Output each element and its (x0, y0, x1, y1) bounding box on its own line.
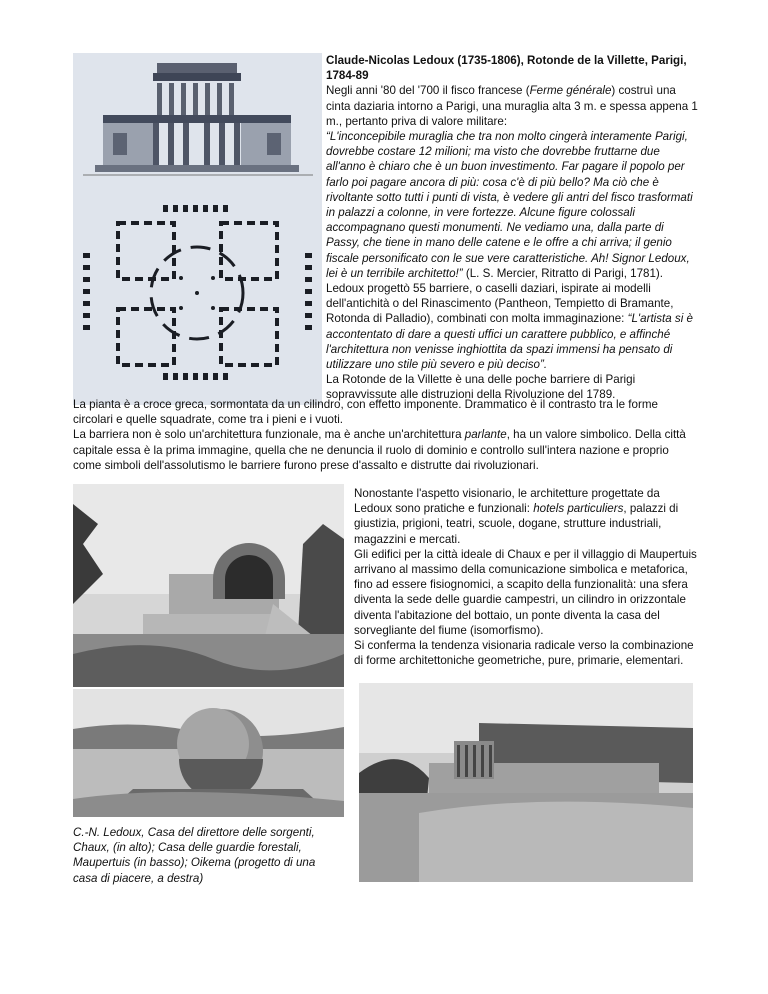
section1-p2: Ledoux progettò 55 barriere, o caselli daziari, ispirate ai modelli dell'antichità o del Rinascimento (Pantheon, Tempietto di Bramante, Rotonda di Palladio), combinati con molta immaginazione: “L'artista si è accontentato di dare a questi uffici un carattere pubblico, e affinché l'architettura non venisse inghiottita da spazi immensi ha pensato di utilizzare uno stile più severo e più deciso”. (326, 282, 693, 372)
quote-source: (L. S. Mercier, Ritratto di Parigi, 1781). (462, 266, 664, 280)
section1-p5: La barriera non è solo un'architettura funzionale, ma è anche un'architettura parlante, ha un valore simbolico. Della città capitale essa è la prima immagine, quella che ne denuncia il ruolo di dominio e controllo sull'intera nazione e proprio come simboli dell'assolutismo le barriere furono prese d'assalto e distrutte dai rivoluzionari. (73, 428, 686, 472)
section2-text-block (354, 486, 699, 668)
section2-p1: Nonostante l'aspetto visionario, le architetture progettate da Ledoux sono pratiche e funzionali: hotels particuliers, palazzi di giustizia, prigioni, teatri, scuole, dogane, strutture industriali, magazzini e mercati. (354, 487, 679, 546)
mercier-quote: “L'inconcepibile muraglia che tra non molto cingerà interamente Parigi, dovrebbe costare 12 milioni; ma visto che dovrebbe fruttarne due all'anno è chiaro che è un buon investimento. Far pagare il popolo per farlo poi pagare ancora di più: cosa c'è di più bello? Ma ciò che è rivoltante sotto tutti i punti di vista, è vedere gli antri del fisco trasformati in palazzi a colonne, in vere fortezze. Alcune figure colossali accompagnano questi monumenti. Ne vediamo una, dalla parte di Passy, che tiene in mano delle catene e le offre a chi arriva; il genio fiscale personificato con le sue vere caratteristiche. Ah! Signor Ledoux, lei è un terribile architetto!” (326, 130, 693, 280)
figure-caption: C.-N. Ledoux, Casa del direttore delle sorgenti, Chaux, (in alto); Casa delle guardie forestali, Maupertuis (in basso); Oikema (progetto di una casa di piacere, a destra) (73, 826, 316, 885)
rotonde-elevation-plan-image (73, 53, 322, 405)
casa-direttore-sorgenti-image (73, 484, 344, 687)
section1-p3: La Rotonde de la Villette è una delle poche barriere di Parigi sopravvissute alle distruzioni della Rivoluzione del 1789. (326, 373, 636, 402)
section2-p3: Si conferma la tendenza visionaria radicale verso la combinazione di forme architettoniche geometriche, pure, primarie, elementari. (354, 639, 694, 668)
section1-p4: La pianta è a croce greca, sormontata da un cilindro, con effetto imponente. Drammatico è il contrasto tra le forme circolari e quelle squadrate, come tra i pieni e i vuoti. (73, 398, 658, 427)
section2-p2: Gli edifici per la città ideale di Chaux e per il villaggio di Maupertuis arrivano al massimo della comunicazione simbolica e metaforica, fino ad essere fisiognomici, a scapito della funzionalità: una sfera diventa la sede delle guardie campestri, un cilindro in orizzontale diventa l'abitazione del bottaio, un ponte diventa la casa del sorvegliante del fiume (isomorfismo). (354, 547, 697, 637)
section1-p1: Negli anni '80 del '700 il fisco francese (Ferme générale) costruì una cinta daziaria intorno a Parigi, una muraglia alta 3 m. e spessa appena 1 m., pertanto priva di valore militare: (326, 84, 698, 128)
casa-guardie-forestali-image (73, 689, 344, 817)
section1-text-block (326, 53, 698, 403)
section1-full-width-text (73, 397, 699, 473)
oikema-image (359, 683, 693, 882)
section1-title: Claude-Nicolas Ledoux (1735-1806), Rotonde de la Villette, Parigi, 1784-89 (326, 54, 687, 83)
